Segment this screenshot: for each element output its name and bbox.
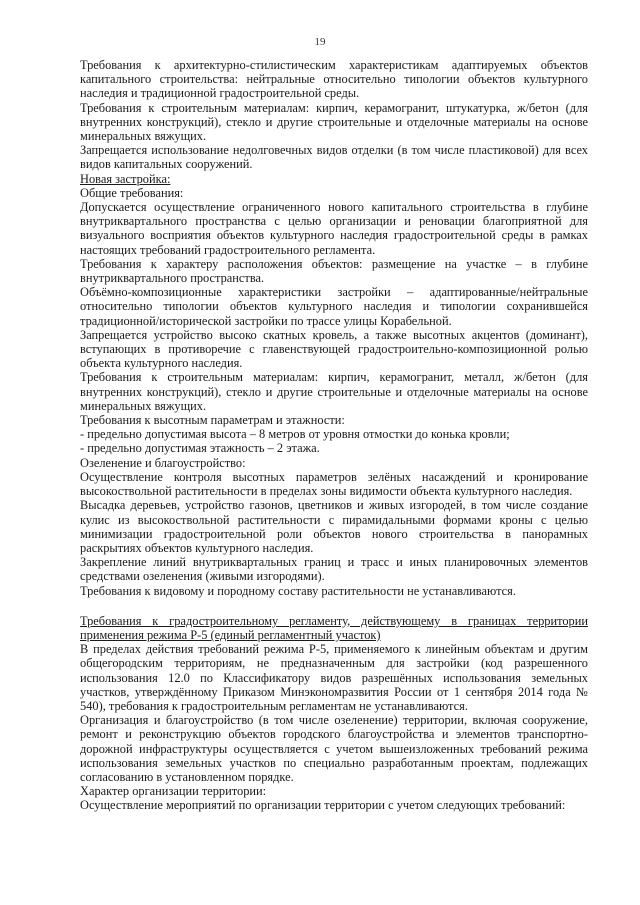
section-spacer <box>80 598 588 614</box>
planting-paragraph: Высадка деревьев, устройство газонов, цветников и живых изгородей, в том числе создание кулис из высокоствольной растительности с пирамидальными формами кроны с целью минимизации градостроительной роли объектов нового строительства в панорамных раскрытиях объектов культурного наследия. <box>80 498 588 555</box>
placement-requirements-paragraph: Требования к характеру расположения объектов: размещение на участке – в глубине внутриквартального пространства. <box>80 256 588 286</box>
materials-requirements-paragraph: Требования к строительным материалам: кирпич, керамогранит, штукатурка, ж/бетон (для внутренних конструкций), стекло и другие строительные и отделочные материалы на основе минеральных вяжущих. <box>80 100 588 144</box>
boundaries-paragraph: Закрепление линий внутриквартальных границ и трасс и иных планировочных элементов средствами озеленения (живыми изгородями). <box>80 555 588 584</box>
finishing-prohibition-paragraph: Запрещается использование недолговечных видов отделки (в том числе пластиковой) для всех видов капитальных сооружений. <box>80 143 588 172</box>
regime-r5-heading: Требования к градостроительному регламенту, действующему в границах территории применения режима Р-5 (единый регламентный участок) <box>80 613 588 642</box>
territory-organization-paragraph: Организация и благоустройство (в том числе озеленение) территории, включая сооружение, ремонт и реконструкцию объектов городского благоустройства и элементов транспортно-дорожной инфраструктуры осуществляется с учетом вышеизложенных требований режима использования земельных участков по специально разработанным проектам, подлежащих согласованию в установленном порядке. <box>80 713 588 784</box>
page-number: 19 <box>314 36 326 48</box>
document-body <box>80 58 588 813</box>
architectural-requirements-paragraph: Требования к архитектурно-стилистическим характеристикам адаптируемых объектов капитального строительства: нейтральные относительно типологии объектов культурного наследия и традиционной градостроительной среды. <box>80 58 588 101</box>
height-requirements-heading: Требования к высотным параметрам и этажности: <box>80 413 345 428</box>
territory-character-heading: Характер организации территории: <box>80 784 267 799</box>
volume-composition-paragraph: Объёмно-композиционные характеристики застройки – адаптированные/нейтральные относительно типологии объектов культурного наследия и типологии сохранившейся традиционной/исторической застройки по трассе улицы Корабельной. <box>80 285 588 328</box>
measures-paragraph: Осуществление мероприятий по организации территории с учетом следующих требований: <box>80 798 566 813</box>
landscaping-heading: Озеленение и благоустройство: <box>80 455 246 470</box>
max-height-item: - предельно допустимая высота – 8 метров от уровня отмостки до конька кровли; <box>80 427 510 442</box>
regime-r5-scope-paragraph: В пределах действия требований режима Р-5, применяемого к линейным объектам и другим общегородским территориям, не предназначенным для застройки (код разрешенного использования 12.0 по Классификатору видов разрешённых использования земельных участков, утверждённому Приказом Минэкономразвития России от 1 сентября 2014 года № 540), требования к градостроительным регламентам не устанавливаются. <box>80 642 588 713</box>
species-paragraph: Требования к видовому и породному составу растительности не устанавливаются. <box>80 583 516 598</box>
new-materials-paragraph: Требования к строительным материалам: кирпич, керамогранит, металл, ж/бетон (для внутренних конструкций), стекло и другие строительные и отделочные материалы на основе минеральных вяжущих. <box>80 370 588 413</box>
roof-prohibition-paragraph: Запрещается устройство высоко скатных кровель, а также высотных акцентов (доминант), вступающих в противоречие с главенствующей градостроительно-композиционной ролью объекта культурного наследия. <box>80 327 588 371</box>
greenery-control-paragraph: Осуществление контроля высотных параметров зелёных насаждений и кронирование высокоствольной растительности в пределах зоны видимости объекта культурного наследия. <box>80 469 588 499</box>
new-construction-heading: Новая застройка: <box>80 171 171 186</box>
construction-allowance-paragraph: Допускается осуществление ограниченного нового капитального строительства в глубине внутриквартального пространства с целью организации и реновации благоприятной для визуального восприятия объектов культурного наследия градостроительной среды в рамках настоящих требований градостроительного регламента. <box>80 200 588 257</box>
general-requirements-heading: Общие требования: <box>80 185 184 200</box>
max-floors-item: - предельно допустимая этажность – 2 этажа. <box>80 441 320 456</box>
